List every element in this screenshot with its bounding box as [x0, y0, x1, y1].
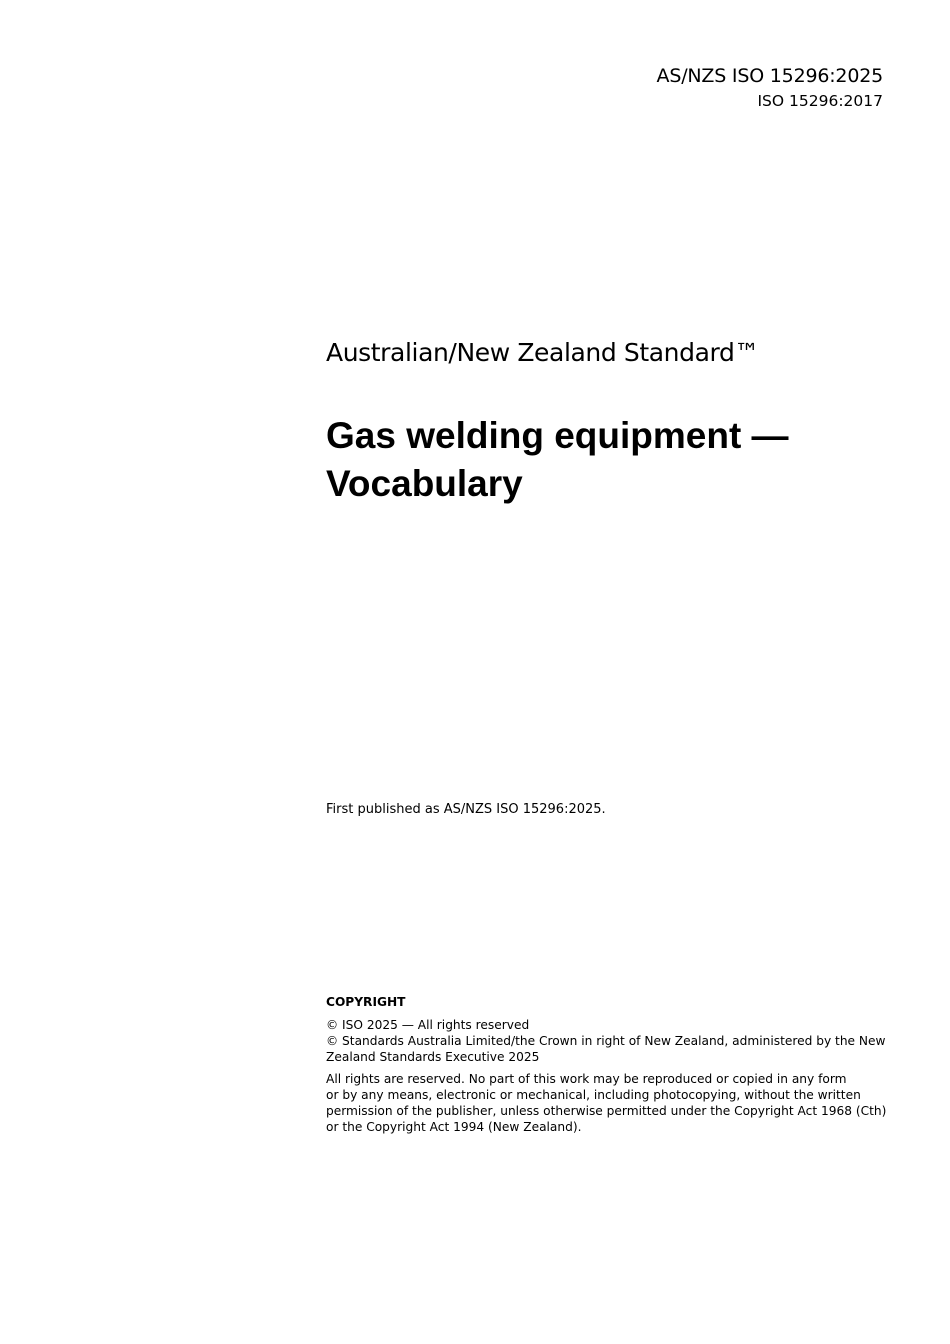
rights-statement-line: All rights are reserved. No part of this work may be reproduced or copied in any form — [326, 1072, 847, 1086]
standard-series-label: Australian/New Zealand Standard™ — [326, 338, 760, 367]
first-published-note: First published as AS/NZS ISO 15296:2025. — [326, 802, 606, 817]
title-line: Vocabulary — [326, 463, 523, 504]
copyright-section — [326, 994, 886, 1141]
standard-number: AS/NZS ISO 15296:2025 — [656, 65, 883, 87]
iso-number: ISO 15296:2017 — [757, 92, 883, 110]
copyright-heading: COPYRIGHT — [326, 995, 406, 1009]
copyright-owners — [326, 1017, 886, 1065]
copyright-owner-line: © ISO 2025 — All rights reserved — [326, 1018, 530, 1032]
copyright-owner-line: Zealand Standards Executive 2025 — [326, 1050, 540, 1064]
copyright-owner-line: © Standards Australia Limited/the Crown in right of New Zealand, administered by the New — [326, 1034, 886, 1048]
rights-statement-line: or by any means, electronic or mechanical, including photocopying, without the written — [326, 1088, 861, 1102]
title-line: Gas welding equipment — — [326, 415, 789, 456]
rights-statement-line: permission of the publisher, unless otherwise permitted under the Copyright Act 1968 (Cth) — [326, 1104, 887, 1118]
copyright-rights-statement — [326, 1071, 886, 1135]
rights-statement-line: or the Copyright Act 1994 (New Zealand). — [326, 1120, 582, 1134]
document-title — [326, 412, 886, 508]
